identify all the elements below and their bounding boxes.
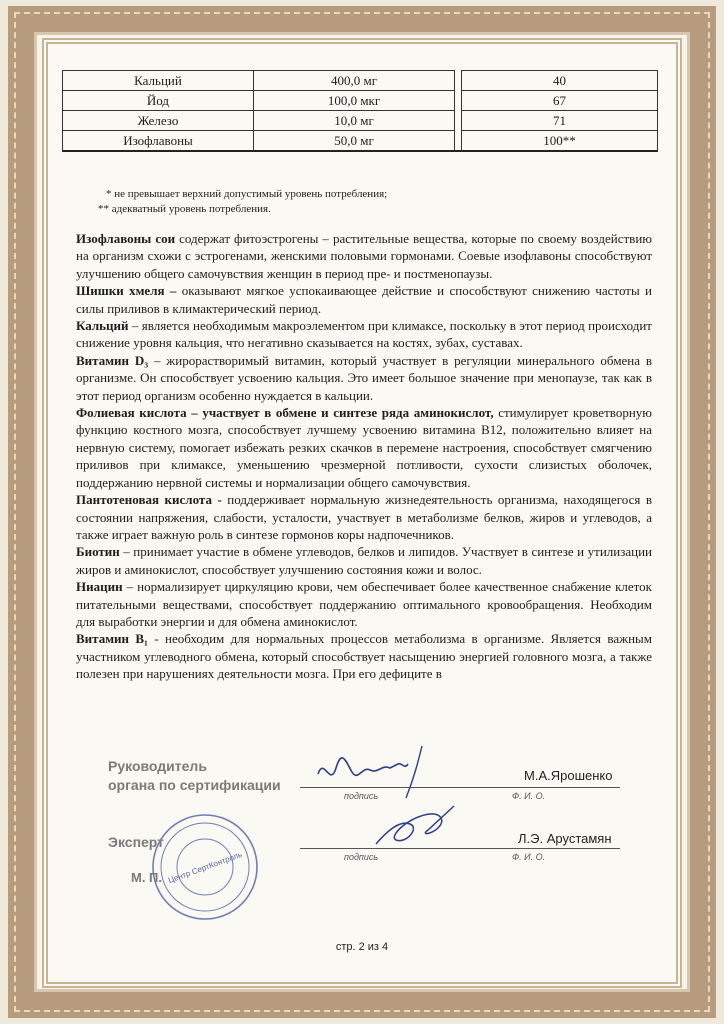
expert-signature-scribble [370, 800, 460, 860]
paragraph-heading: Пантотеновая кислота - [76, 492, 222, 508]
nutrient-name-cell: Железо [63, 111, 254, 131]
expert-sign-caption: подпись [344, 852, 379, 862]
nutrient-table [62, 70, 658, 152]
nutrient-percent-cell: 100** [462, 131, 658, 152]
table-gap-cell [455, 91, 462, 111]
paragraph [76, 491, 652, 543]
paragraph [76, 543, 652, 578]
footnote-1: * не превышает верхний допустимый уровень потребления; [106, 188, 388, 200]
paragraph-heading: Витамин B₁ [76, 631, 148, 647]
paragraph-text: поддерживает нормальную жизнедеятельность организма, находящегося в состоянии напряжения, слабости, усталости, участвует в метаболизме белков, жиров и углеводов, а также играет важную роль в синтезе гормонов коры надпочечников. [76, 492, 652, 542]
page-number: стр. 2 из 4 [335, 941, 389, 953]
nutrient-dose-cell: 10,0 мг [254, 111, 455, 131]
head-fio-caption: Ф. И. О. [512, 791, 546, 801]
head-label-line-2: органа по сертификации [108, 777, 281, 793]
table-row [63, 91, 658, 111]
description-text [76, 230, 652, 683]
paragraph-heading: Фолиевая кислота – участвует в обмене и синтезе ряда аминокислот, [76, 405, 494, 421]
table-gap-cell [455, 111, 462, 131]
paragraph-heading: Кальций [76, 318, 129, 334]
certification-stamp [150, 812, 260, 922]
paragraph [76, 282, 652, 317]
expert-fio-caption: Ф. И. О. [512, 852, 546, 862]
paragraph-text: - необходим для нормальных процессов метаболизма в организме. Является важным участником углеводного обмена, который способствует насыщению энергией головного мозга, а также полезен при нарушениях деятельности мозга. При его дефиците в [76, 631, 653, 682]
paragraph-text: – является необходимым макроэлементом при климаксе, поскольку в этот период происходит снижение уровня кальция, что негативно сказывается на костях, зубах, суставах. [76, 318, 652, 351]
nutrient-dose-cell: 400,0 мг [254, 71, 455, 91]
expert-signature-line [300, 848, 620, 849]
paragraph-text: – принимает участие в обмене углеводов, белков и липидов. Участвует в синтезе и утилизации жиров и аминокислот, способствует улучшению состояния кожи и волос. [76, 544, 652, 577]
paragraph-text: содержат фитоэстрогены – растительные вещества, которые по своему воздействию на организм схожи с эстрогенами, женскими половыми гормонами. Соевые изофлавоны способствуют улучшению общего самочувствия женщин в период пре- и постменопаузы. [76, 231, 652, 281]
head-signature-scribble [310, 742, 440, 802]
nutrient-name-cell: Йод [63, 91, 254, 111]
table-row [63, 71, 658, 91]
nutrient-name-cell: Изофлавоны [63, 131, 254, 152]
paragraph [76, 317, 652, 352]
paragraph-heading: Шишки хмеля – [76, 283, 177, 299]
paragraph-text: стимулирует кроветворную функцию костного мозга, способствует лучшему усвоению витамина B12, положительно влияет на нервную систему, помогает избежать резких скачков в перемене настроения, способствует смягчению приливов при климаксе, уменьшению чрезмерной потливости, сухости слизистых оболочек, поддержанию нервной системы и нормализации общего самочувствия. [76, 405, 652, 490]
expert-label: Эксперт [108, 834, 165, 850]
nutrient-percent-cell: 67 [462, 91, 658, 111]
paragraph [76, 230, 652, 282]
paragraph [76, 404, 652, 491]
paragraph [76, 630, 652, 682]
paragraph [76, 578, 652, 630]
mp-label: М. П. [131, 870, 163, 885]
paragraph-heading: Биотин [76, 544, 120, 560]
head-label-line-1: Руководитель [108, 758, 207, 774]
head-sign-caption: подпись [344, 791, 379, 801]
paragraph-text: – жирорастворимый витамин, который участвует в регуляции минерального обмена в организме. Он способствует усвоению кальция. Это имеет большое значение при менопаузе, так как в этот период организм особенно нуждается в кальции. [76, 352, 652, 403]
nutrient-percent-cell: 71 [462, 111, 658, 131]
paragraph-heading: Ниацин [76, 579, 123, 595]
footnote-2: ** адекватный уровень потребления. [98, 203, 271, 215]
nutrient-percent-cell: 40 [462, 71, 658, 91]
table-row [63, 111, 658, 131]
paragraph-heading: Изофлавоны сои [76, 231, 176, 246]
stamp-center-text: Центр СертКонтроль [166, 849, 244, 886]
nutrient-dose-cell: 100,0 мкг [254, 91, 455, 111]
paragraph-text: – нормализирует циркуляцию крови, чем обеспечивает более качественное снабжение клеток питательными веществами, способствует поддержанию оптимального кровообращения. Необходим для выработки энергии и для обмена аминокислот. [76, 579, 652, 629]
table-gap-cell [455, 71, 462, 91]
table-row [63, 131, 658, 152]
expert-name: Л.Э. Арустамян [518, 831, 612, 846]
nutrient-name-cell: Кальций [63, 71, 254, 91]
paragraph-text: оказывают мягкое успокаивающее действие и способствуют снижению частоты и силы приливов в климактерический период. [76, 283, 652, 316]
table-gap-cell [455, 131, 462, 152]
paragraph-heading: Витамин D₃ [76, 352, 149, 368]
head-name: М.А.Ярошенко [524, 768, 613, 783]
nutrient-dose-cell: 50,0 мг [254, 131, 455, 152]
paragraph [76, 352, 652, 404]
